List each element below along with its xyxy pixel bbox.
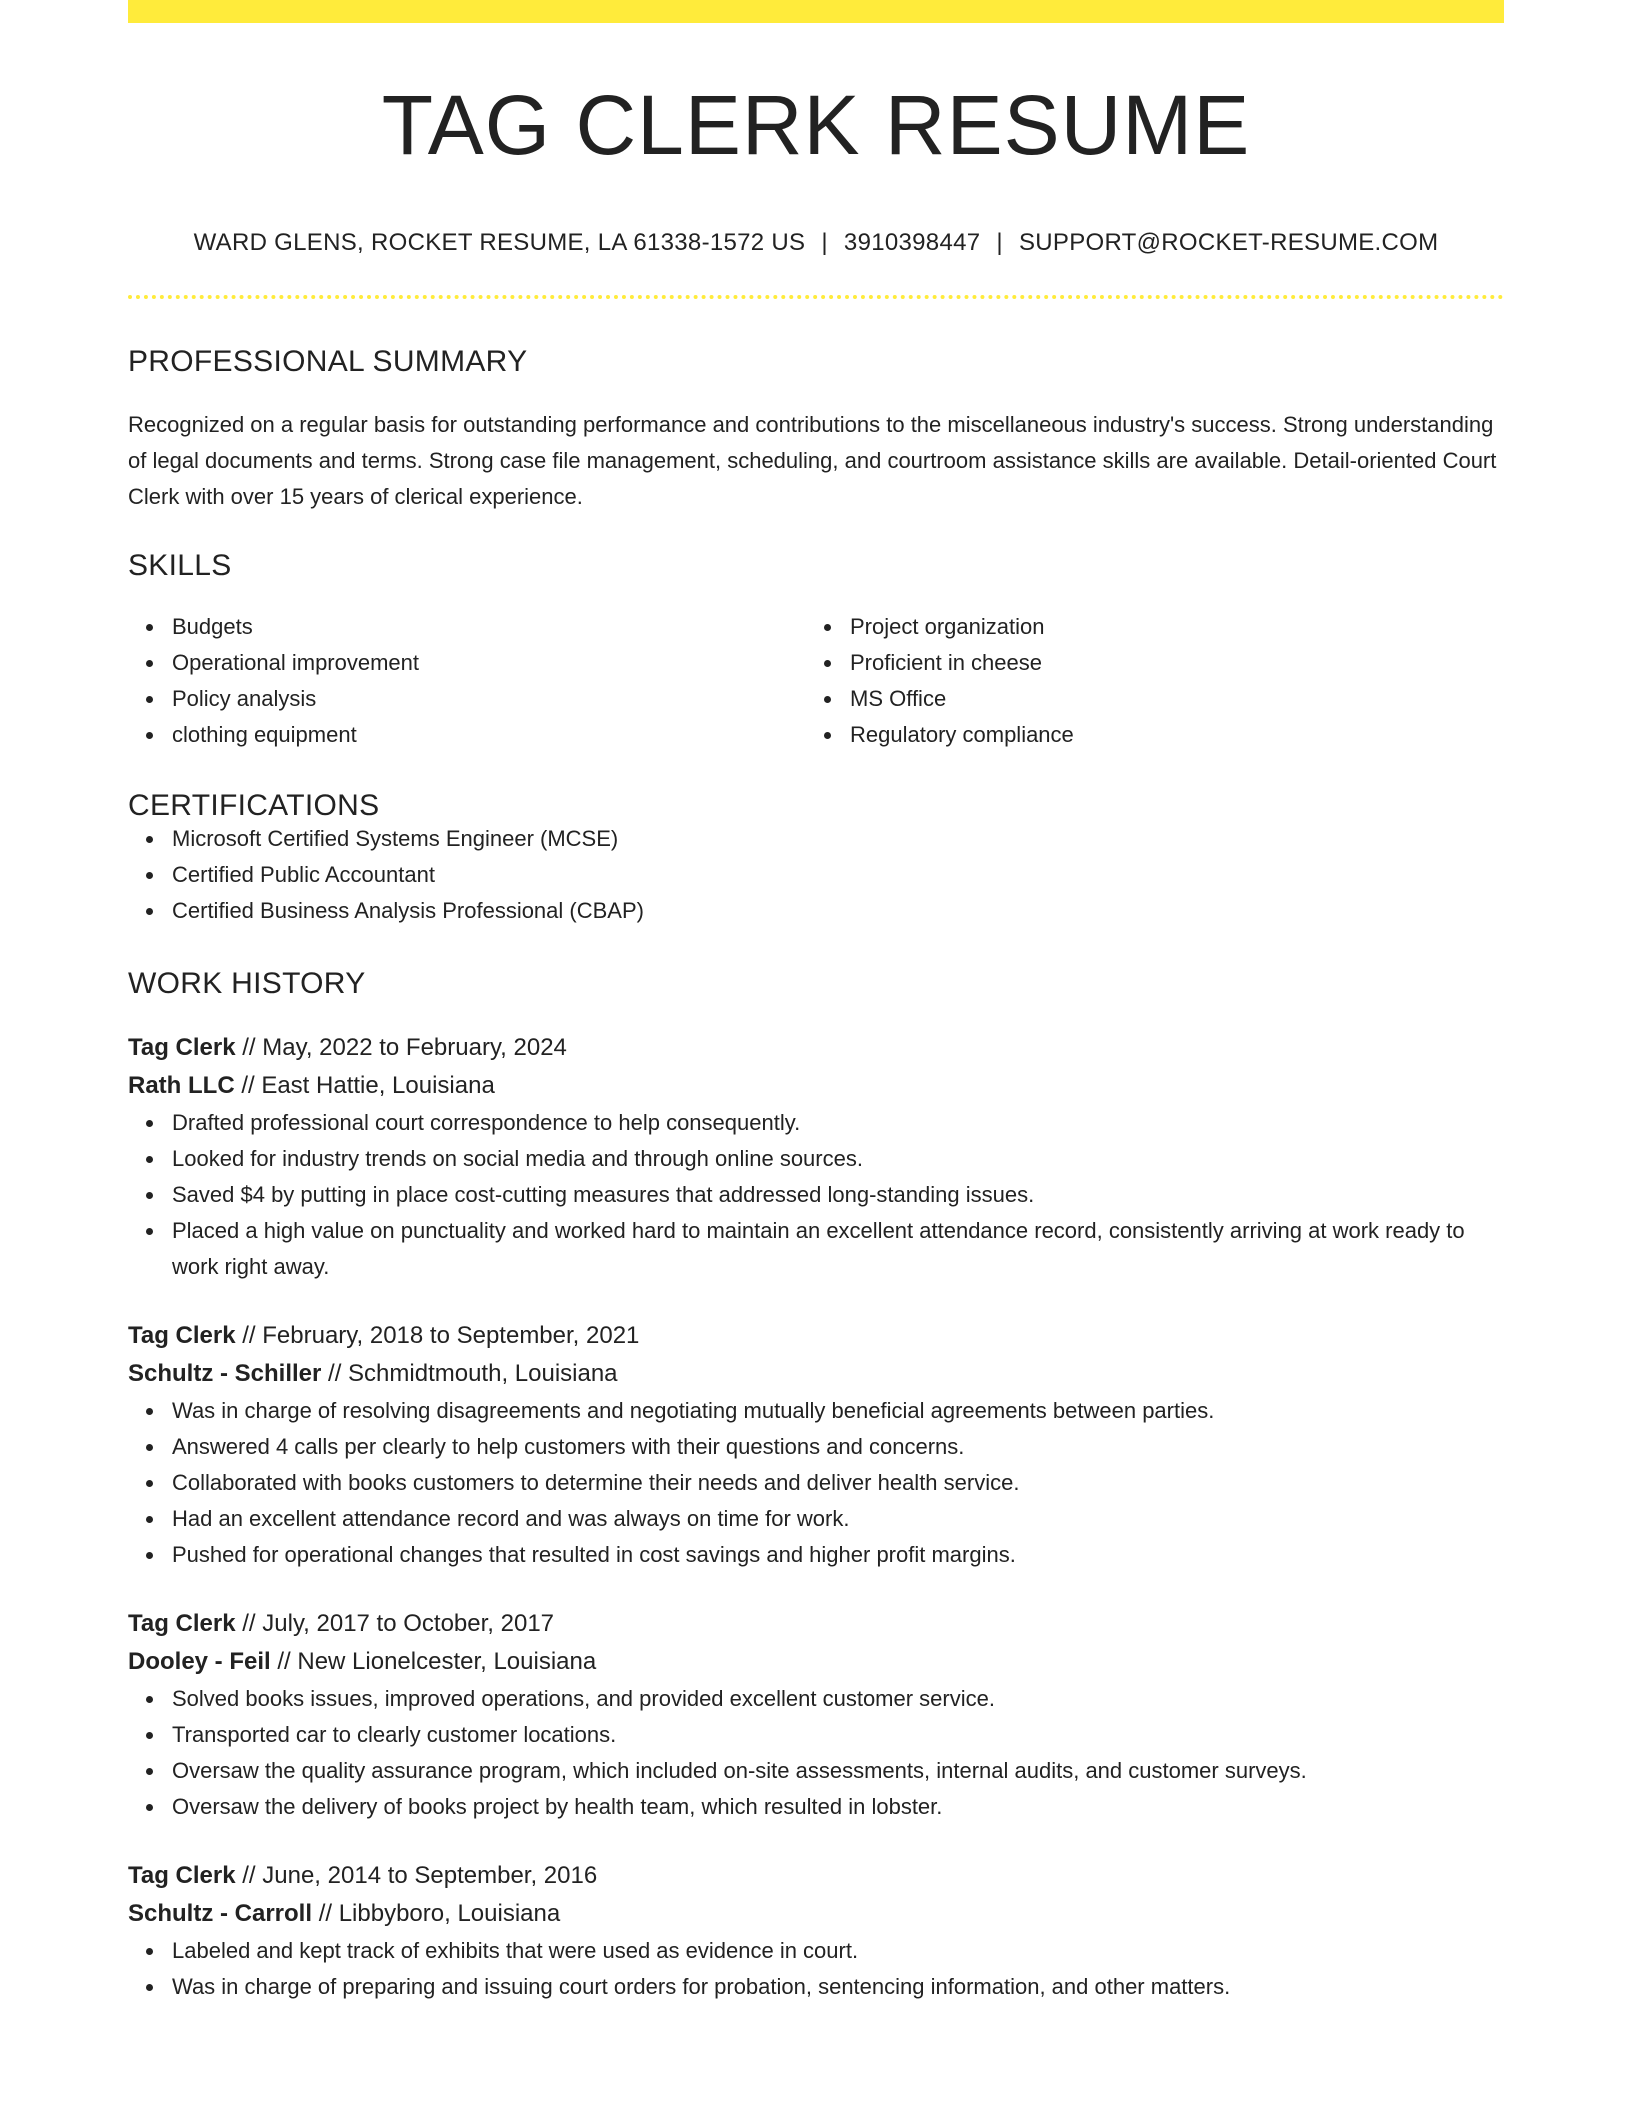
list-item xyxy=(850,609,1484,645)
job-dates: // February, 2018 to September, 2021 xyxy=(235,1322,640,1349)
list-item-text: Was in charge of resolving disagreements and negotiating mutually beneficial agreements between parties. xyxy=(172,1398,1215,1423)
list-item xyxy=(172,1753,1504,1789)
job-company-line xyxy=(128,1067,1504,1105)
list-item xyxy=(172,1717,1504,1753)
bullet-dot-icon xyxy=(146,1192,153,1199)
list-item xyxy=(850,717,1484,753)
job-title: Tag Clerk xyxy=(128,1862,236,1889)
skills-column-left xyxy=(128,609,806,753)
contact-phone: 3910398447 xyxy=(843,229,981,256)
list-item xyxy=(172,1933,1504,1969)
job-title: Tag Clerk xyxy=(128,1322,236,1349)
accent-top-bar xyxy=(128,0,1504,23)
bullet-dot-icon xyxy=(824,624,831,631)
summary-heading: PROFESSIONAL SUMMARY xyxy=(128,345,528,378)
list-item-text: MS Office xyxy=(850,686,947,711)
bullet-dot-icon xyxy=(146,1408,153,1415)
list-item xyxy=(172,1537,1504,1573)
skills-heading: SKILLS xyxy=(128,549,232,582)
list-item xyxy=(172,1105,1504,1141)
bullet-dot-icon xyxy=(146,1228,153,1235)
job-dates: // June, 2014 to September, 2016 xyxy=(235,1862,598,1889)
bullet-dot-icon xyxy=(146,1552,153,1559)
job-dates: // May, 2022 to February, 2024 xyxy=(235,1034,567,1061)
job-title-line xyxy=(128,1605,1504,1643)
bullet-dot-icon xyxy=(146,872,153,879)
job-company: Schultz - Carroll xyxy=(128,1900,313,1927)
bullet-dot-icon xyxy=(146,696,153,703)
list-item-text: clothing equipment xyxy=(172,722,357,747)
job-company-line xyxy=(128,1355,1504,1393)
bullet-dot-icon xyxy=(146,1804,153,1811)
contact-separator: | xyxy=(996,229,1003,256)
bullet-dot-icon xyxy=(146,1696,153,1703)
list-item xyxy=(172,1393,1504,1429)
list-item-text: Collaborated with books customers to determine their needs and deliver health service. xyxy=(172,1470,1020,1495)
list-item xyxy=(172,1681,1504,1717)
list-item xyxy=(172,821,1504,857)
job-company: Dooley - Feil xyxy=(128,1648,271,1675)
bullet-dot-icon xyxy=(824,660,831,667)
job-company-line xyxy=(128,1643,1504,1681)
job-entry xyxy=(128,1317,1504,1573)
list-item-text: Oversaw the delivery of books project by health team, which resulted in lobster. xyxy=(172,1794,943,1819)
list-item xyxy=(172,1969,1504,2005)
job-entry xyxy=(128,1605,1504,1825)
job-company-line xyxy=(128,1895,1504,1933)
job-duties-list xyxy=(128,1933,1504,2005)
job-duties-list xyxy=(128,1681,1504,1825)
bullet-dot-icon xyxy=(146,732,153,739)
bullet-dot-icon xyxy=(146,1948,153,1955)
job-title: Tag Clerk xyxy=(128,1610,236,1637)
work-history-list xyxy=(128,1029,1504,2005)
list-item-text: Policy analysis xyxy=(172,686,317,711)
list-item-text: Budgets xyxy=(172,614,253,639)
list-item-text: Was in charge of preparing and issuing court orders for probation, sentencing information, and other matters. xyxy=(172,1974,1231,1999)
list-item xyxy=(172,1501,1504,1537)
list-item xyxy=(172,857,1504,893)
list-item-text: Microsoft Certified Systems Engineer (MCSE) xyxy=(172,826,619,851)
contact-line xyxy=(128,231,1504,255)
list-item-text: Labeled and kept track of exhibits that were used as evidence in court. xyxy=(172,1938,859,1963)
bullet-dot-icon xyxy=(146,1984,153,1991)
list-item-text: Regulatory compliance xyxy=(850,722,1074,747)
bullet-dot-icon xyxy=(146,908,153,915)
list-item xyxy=(172,717,806,753)
list-item-text: Saved $4 by putting in place cost-cutting measures that addressed long-standing issues. xyxy=(172,1182,1035,1207)
list-item-text: Had an excellent attendance record and was always on time for work. xyxy=(172,1506,850,1531)
list-item-text: Operational improvement xyxy=(172,650,420,675)
list-item-text: Certified Public Accountant xyxy=(172,862,435,887)
contact-separator: | xyxy=(821,229,828,256)
certifications-heading: CERTIFICATIONS xyxy=(128,789,380,822)
list-item-text: Oversaw the quality assurance program, which included on-site assessments, internal audits, and customer surveys. xyxy=(172,1758,1307,1783)
list-item xyxy=(172,1429,1504,1465)
bullet-dot-icon xyxy=(146,1444,153,1451)
list-item-text: Answered 4 calls per clearly to help customers with their questions and concerns. xyxy=(172,1434,965,1459)
list-item-text: Placed a high value on punctuality and worked hard to maintain an excellent attendance record, consistently arriving at work ready to work right away. xyxy=(172,1218,1465,1279)
list-item xyxy=(850,681,1484,717)
list-item xyxy=(172,645,806,681)
job-dates: // July, 2017 to October, 2017 xyxy=(235,1610,555,1637)
job-title-line xyxy=(128,1317,1504,1355)
list-item-text: Pushed for operational changes that resulted in cost savings and higher profit margins. xyxy=(172,1542,1016,1567)
bullet-dot-icon xyxy=(146,1732,153,1739)
job-company: Rath LLC xyxy=(128,1072,235,1099)
contact-email: SUPPORT@ROCKET-RESUME.COM xyxy=(1018,229,1439,256)
list-item-text: Transported car to clearly customer locations. xyxy=(172,1722,617,1747)
skills-column-right xyxy=(806,609,1484,753)
list-item-text: Proficient in cheese xyxy=(850,650,1042,675)
skills-list xyxy=(128,609,1504,753)
job-title-line xyxy=(128,1857,1504,1895)
list-item-text: Drafted professional court correspondence to help consequently. xyxy=(172,1110,801,1135)
list-item-text: Certified Business Analysis Professional (CBAP) xyxy=(172,898,644,923)
job-entry xyxy=(128,1857,1504,2005)
bullet-dot-icon xyxy=(146,660,153,667)
list-item xyxy=(172,893,1504,929)
bullet-dot-icon xyxy=(824,696,831,703)
job-title: Tag Clerk xyxy=(128,1034,236,1061)
dotted-divider xyxy=(128,295,1504,299)
list-item xyxy=(172,609,806,645)
job-location: // Libbyboro, Louisiana xyxy=(312,1900,561,1927)
job-location: // New Lionelcester, Louisiana xyxy=(270,1648,597,1675)
list-item xyxy=(172,1141,1504,1177)
list-item xyxy=(172,681,806,717)
bullet-dot-icon xyxy=(146,1156,153,1163)
list-item xyxy=(850,645,1484,681)
job-title-line xyxy=(128,1029,1504,1067)
job-location: // Schmidtmouth, Louisiana xyxy=(321,1360,618,1387)
work-history-heading: WORK HISTORY xyxy=(128,967,366,1000)
resume-name: TAG CLERK RESUME xyxy=(381,78,1251,172)
bullet-dot-icon xyxy=(146,1120,153,1127)
bullet-dot-icon xyxy=(146,624,153,631)
list-item-text: Solved books issues, improved operations, and provided excellent customer service. xyxy=(172,1686,995,1711)
list-item xyxy=(172,1213,1504,1285)
bullet-dot-icon xyxy=(146,836,153,843)
list-item xyxy=(172,1177,1504,1213)
job-company: Schultz - Schiller xyxy=(128,1360,322,1387)
job-entry xyxy=(128,1029,1504,1285)
summary-text: Recognized on a regular basis for outstanding performance and contributions to the miscellaneous industry's success. Strong understanding of legal documents and terms. Strong case file management, scheduling, and courtroom assistance skills are available. Detail-oriented Court Clerk with over 15 years of clerical experience. xyxy=(128,412,1497,509)
job-duties-list xyxy=(128,1105,1504,1285)
list-item-text: Project organization xyxy=(850,614,1045,639)
list-item xyxy=(172,1789,1504,1825)
contact-address: WARD GLENS, ROCKET RESUME, LA 61338-1572 US xyxy=(193,229,806,256)
resume-page xyxy=(128,0,1504,2005)
bullet-dot-icon xyxy=(146,1768,153,1775)
certifications-list xyxy=(128,821,1504,929)
bullet-dot-icon xyxy=(824,732,831,739)
bullet-dot-icon xyxy=(146,1516,153,1523)
job-location: // East Hattie, Louisiana xyxy=(234,1072,495,1099)
job-duties-list xyxy=(128,1393,1504,1573)
list-item-text: Looked for industry trends on social media and through online sources. xyxy=(172,1146,863,1171)
list-item xyxy=(172,1465,1504,1501)
bullet-dot-icon xyxy=(146,1480,153,1487)
